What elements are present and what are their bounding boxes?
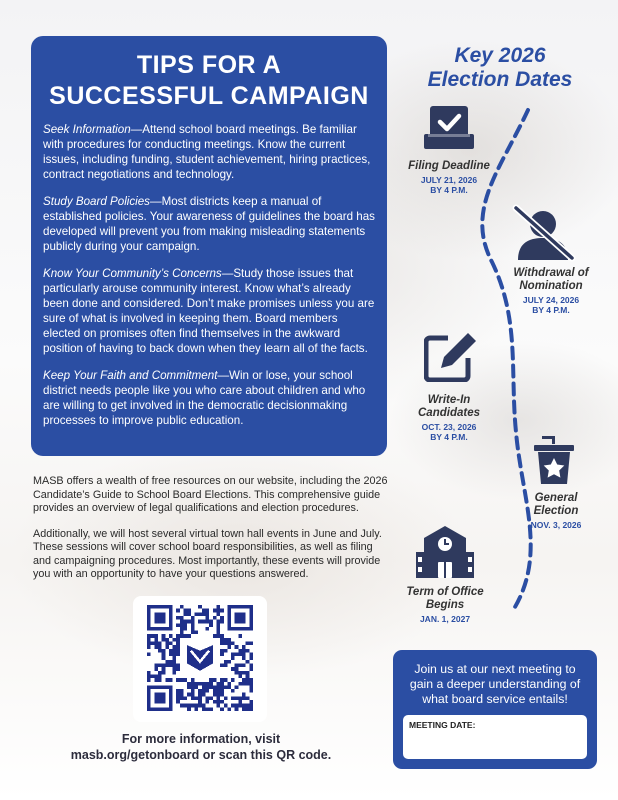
event-name-line2: Nomination bbox=[519, 280, 583, 292]
meeting-invite-text bbox=[401, 662, 589, 707]
meeting-invite-line1: Join us at our next meeting to bbox=[414, 662, 576, 676]
event-date-line2: BY 4 P.M. bbox=[430, 185, 468, 195]
edit-icon bbox=[424, 330, 478, 382]
school-building-icon bbox=[414, 524, 476, 580]
event-name bbox=[498, 267, 604, 293]
tip-heading: Know Your Community’s Concerns bbox=[43, 267, 222, 280]
event-write-in-candidates bbox=[396, 394, 502, 442]
event-filing-deadline bbox=[396, 160, 502, 195]
event-date-line1: JULY 24, 2026 bbox=[522, 295, 580, 305]
tip-heading: Seek Information bbox=[43, 123, 131, 136]
event-date-line1: OCT. 23, 2026 bbox=[421, 422, 477, 432]
tip-heading: Keep Your Faith and Commitment bbox=[43, 369, 218, 382]
meeting-invite-line3: what board service entails! bbox=[422, 692, 568, 706]
event-date-line2: BY 4 P.M. bbox=[430, 432, 468, 442]
event-date bbox=[396, 175, 502, 195]
meeting-date-field[interactable] bbox=[403, 715, 587, 759]
event-term-of-office-begins bbox=[390, 586, 500, 624]
event-name-line2: Begins bbox=[425, 599, 465, 611]
podium-star-icon bbox=[532, 434, 576, 486]
event-date bbox=[498, 295, 604, 315]
event-general-election bbox=[506, 492, 606, 530]
tip-text: —Win or lose, your school district needs people like you who care about children and who are willing to get involved in the democratic decisionmaking processes to improve public education. bbox=[43, 369, 366, 427]
event-name bbox=[506, 492, 606, 518]
event-name-line1: Term of Office bbox=[406, 586, 484, 598]
event-name bbox=[390, 586, 500, 612]
event-name bbox=[396, 394, 502, 420]
event-date bbox=[396, 422, 502, 442]
event-name: Filing Deadline bbox=[408, 160, 490, 172]
meeting-invite-box bbox=[393, 650, 597, 769]
event-withdrawal-of-nomination bbox=[498, 267, 604, 315]
event-name-line1: Write-In bbox=[427, 394, 471, 406]
tips-title-line2: SUCCESSFUL CAMPAIGN bbox=[49, 82, 369, 110]
event-name-line1: General bbox=[534, 492, 578, 504]
event-name-line2: Candidates bbox=[418, 407, 480, 419]
tips-title-line1: TIPS FOR A bbox=[136, 51, 282, 79]
tip-heading: Study Board Policies bbox=[43, 195, 150, 208]
event-name-line2: Election bbox=[533, 505, 579, 517]
ballot-box-icon bbox=[422, 104, 476, 150]
user-slash-icon bbox=[510, 204, 576, 262]
key-dates-title-line1: Key 2026 bbox=[454, 44, 546, 67]
tip-text: —Most districts keep a manual of established policies. Your awareness of guidelines the board has developed will prevent you from making misleading statements publicly during your campaign. bbox=[43, 195, 375, 253]
more-info-line1: For more information, visit bbox=[121, 732, 281, 746]
info-paragraph-resources: MASB offers a wealth of free resources on our website, including the 2026 Candidate’s Guide to School Board Elections. This comprehensive guide provides an overview of legal qualifications and election procedures. bbox=[33, 475, 388, 514]
meeting-date-label: MEETING DATE: bbox=[409, 720, 476, 730]
tip-text: —Study those issues that particularly arouse community interest. Know what’s already been done and considered. Don’t make promises unless you are sure of what is involved in keeping them. Board members elected on promises often find themselves in the awkward position of having to back down when they learn all of the facts. bbox=[43, 267, 375, 355]
event-name-line1: Withdrawal of bbox=[513, 267, 589, 279]
more-info-line2: masb.org/getonboard or scan this QR code. bbox=[70, 748, 332, 762]
event-date-line1: JULY 21, 2026 bbox=[420, 175, 478, 185]
event-date: NOV. 3, 2026 bbox=[530, 520, 582, 530]
event-date: JAN. 1, 2027 bbox=[419, 614, 471, 624]
event-date-line2: BY 4 P.M. bbox=[532, 305, 570, 315]
info-paragraph-town-halls: Additionally, we will host several virtual town hall events in June and July. These sessions will cover school board responsibilities, as well as filing and campaigning procedures. Most importantly, these events will provide you with an opportunity to have your questions answered. bbox=[33, 527, 382, 580]
tip-text: —Attend school board meetings. Be familiar with procedures for conducting meetings. Know the current issues, including funding, student achievement, hiring practices, contract negotiations and technology. bbox=[43, 123, 371, 181]
key-dates-title-line2: Election Dates bbox=[427, 68, 573, 91]
meeting-invite-line2: gain a deeper understanding of bbox=[409, 677, 581, 691]
